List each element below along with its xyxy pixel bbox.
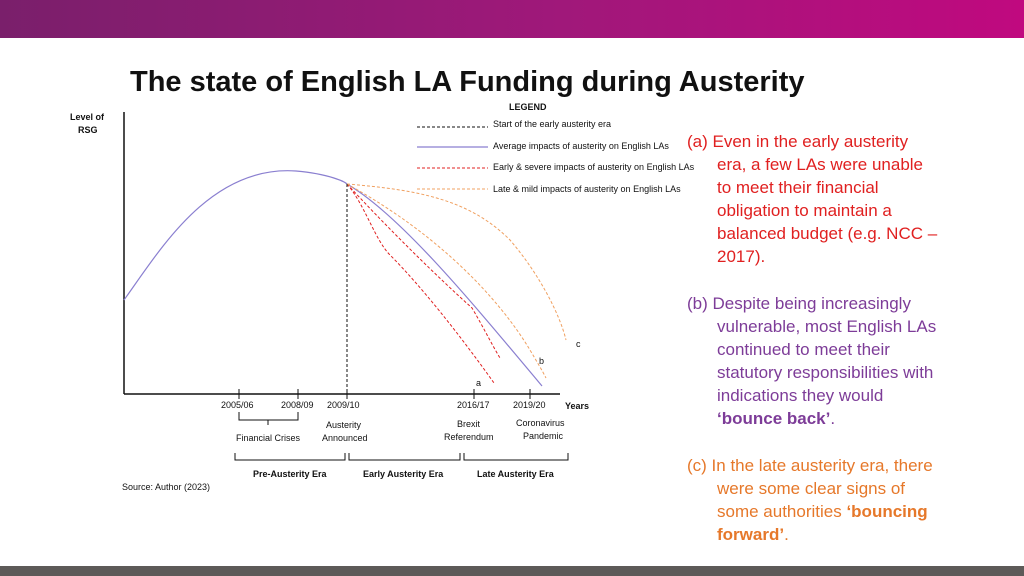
tick-label: 2005/06 (221, 400, 254, 410)
legend-item-average: Average impacts of austerity on English LAs (493, 141, 669, 151)
note-c-line-4 (687, 523, 977, 546)
note-c (687, 454, 977, 546)
legend-heading: LEGEND (509, 102, 547, 112)
note-c-end: . (784, 525, 789, 544)
note-b-line: continued to meet their (717, 340, 890, 359)
note-c-line: (c) In the late austerity era, there (687, 456, 933, 475)
era-early-austerity: Early Austerity Era (363, 469, 444, 479)
note-b-line: indications they would (717, 386, 884, 405)
y-axis-label-2: RSG (78, 125, 98, 135)
note-c-line: were some clear signs of (717, 479, 906, 498)
note-a-line: 2017). (717, 247, 766, 266)
forward-emphasis: forward’ (717, 525, 785, 544)
event-brexit-2: Referendum (444, 432, 494, 442)
legend-item-early: Early & severe impacts of austerity on English LAs (493, 162, 695, 172)
tick-label: 2016/17 (457, 400, 490, 410)
curve-label-c: c (576, 339, 581, 349)
tick-label: 2019/20 (513, 400, 546, 410)
note-b-end: . (830, 409, 836, 428)
curve-label-b: b (539, 356, 545, 366)
early-severe-curve (347, 184, 494, 383)
early-severe-curve-2 (347, 184, 500, 358)
x-axis-label: Years (565, 401, 590, 411)
era-bracket-late (464, 453, 568, 460)
note-a-line: era, a few LAs were unable (717, 155, 924, 174)
average-impact-curve (124, 171, 545, 386)
bouncing-emphasis: ‘bouncing (846, 502, 928, 521)
note-a-line: balanced budget (e.g. NCC – (717, 224, 938, 243)
event-austerity: Austerity (326, 420, 362, 430)
note-c-prefix: some authorities (717, 502, 847, 521)
note-a (687, 130, 977, 268)
era-bracket-early (349, 453, 460, 460)
bounce-back-emphasis: ‘bounce back’ (717, 409, 831, 428)
note-c-line-3 (687, 500, 977, 523)
financial-crises-bracket (239, 412, 298, 420)
note-a-line: (a) Even in the early austerity (687, 132, 909, 151)
footer-bar (0, 566, 1024, 576)
era-bracket-pre (235, 453, 345, 460)
note-b (687, 292, 977, 430)
note-a-line: obligation to maintain a (717, 201, 892, 220)
era-late-austerity: Late Austerity Era (477, 469, 554, 479)
note-b-line: vulnerable, most English LAs (717, 317, 937, 336)
note-b-line: statutory responsibilities with (717, 363, 934, 382)
event-coronavirus: Coronavirus (516, 418, 565, 428)
tick-label: 2008/09 (281, 400, 314, 410)
y-axis-label: Level of (70, 112, 105, 122)
source-caption: Source: Author (2023) (122, 482, 211, 492)
legend-item-start: Start of the early austerity era (493, 119, 612, 129)
page-title: The state of English LA Funding during Austerity (130, 66, 805, 98)
note-b-line: (b) Despite being increasingly (687, 294, 911, 313)
late-mild-curve-2 (347, 184, 546, 378)
legend-item-late: Late & mild impacts of austerity on English LAs (493, 184, 681, 194)
tick-label: 2009/10 (327, 400, 360, 410)
event-austerity-2: Announced (322, 433, 368, 443)
event-brexit: Brexit (457, 419, 481, 429)
event-coronavirus-2: Pandemic (523, 431, 564, 441)
note-b-line-last (687, 407, 977, 430)
curve-label-a: a (476, 378, 482, 388)
note-a-line: to meet their financial (717, 178, 879, 197)
event-financial-crises: Financial Crises (236, 433, 301, 443)
era-pre-austerity: Pre-Austerity Era (253, 469, 327, 479)
